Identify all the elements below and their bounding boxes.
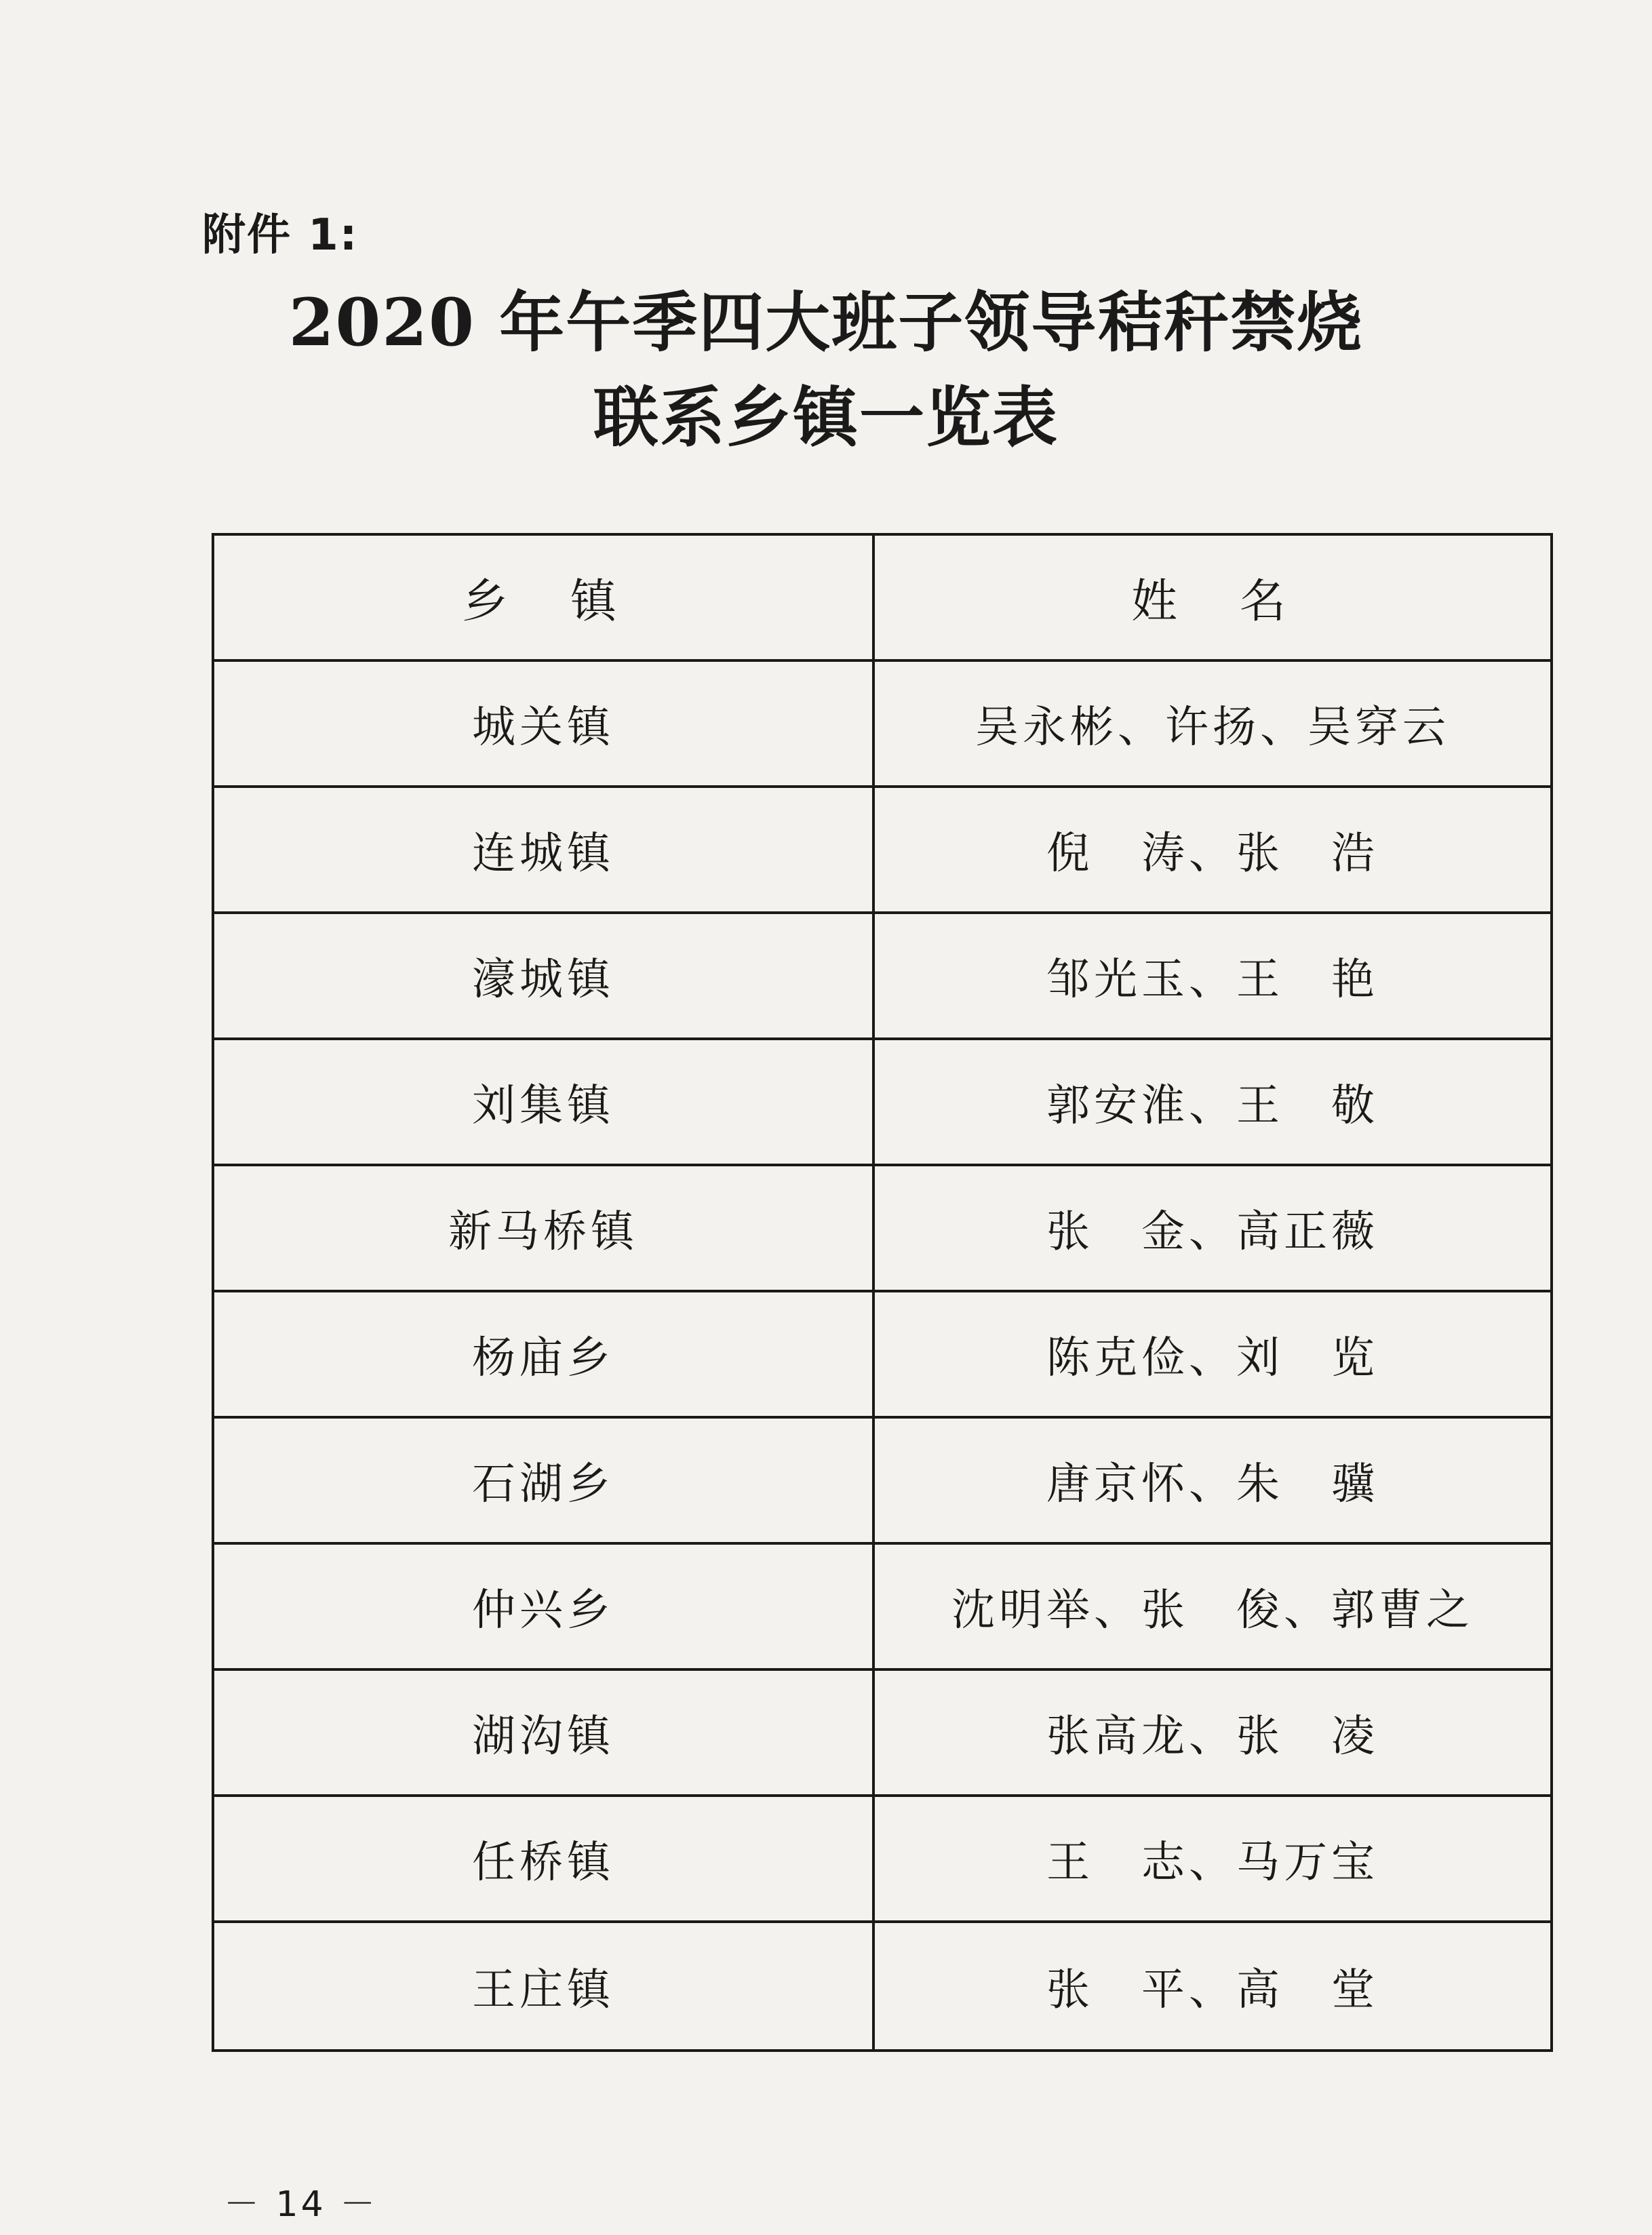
names-cell: 王 志、马万宝 bbox=[1046, 1838, 1379, 1888]
town-cell: 城关镇 bbox=[214, 662, 875, 785]
town-cell: 刘集镇 bbox=[214, 1040, 875, 1164]
town-cell: 湖沟镇 bbox=[214, 1671, 875, 1794]
document-title-line2: 联系乡镇一览表 bbox=[593, 379, 1059, 456]
table-row bbox=[214, 788, 1550, 914]
table-row bbox=[214, 1166, 1550, 1292]
header-town: 乡 镇 bbox=[214, 536, 875, 659]
attachment-label: 附件 1: bbox=[202, 210, 359, 260]
header-names: 姓 名 bbox=[1130, 574, 1294, 629]
names-cell: 张高龙、张 凌 bbox=[1046, 1712, 1379, 1762]
table-row bbox=[214, 1923, 1550, 2049]
document-title-line1: 2020 年午季四大班子领导秸秆禁烧 bbox=[288, 284, 1364, 361]
table-row bbox=[214, 1671, 1550, 1797]
table-row bbox=[214, 1292, 1550, 1419]
names-cell: 陈克俭、刘 览 bbox=[1046, 1333, 1379, 1383]
table-row bbox=[214, 1545, 1550, 1671]
names-cell: 吴永彬、许扬、吴穿云 bbox=[975, 703, 1450, 753]
table-header-row bbox=[214, 536, 1550, 662]
names-cell: 邹光玉、王 艳 bbox=[1046, 955, 1379, 1005]
town-cell: 仲兴乡 bbox=[214, 1545, 875, 1668]
names-cell: 张 平、高 堂 bbox=[1046, 1965, 1379, 2015]
town-cell: 任桥镇 bbox=[214, 1797, 875, 1920]
table-row bbox=[214, 1797, 1550, 1923]
names-cell: 唐京怀、朱 骥 bbox=[1046, 1459, 1379, 1509]
table-row bbox=[214, 914, 1550, 1040]
table-row bbox=[214, 1419, 1550, 1545]
table-row bbox=[214, 662, 1550, 788]
page-number: － 14 － bbox=[224, 2184, 378, 2225]
town-cell: 王庄镇 bbox=[214, 1923, 875, 2049]
contact-table bbox=[212, 533, 1553, 2052]
table-row bbox=[214, 1040, 1550, 1166]
town-cell: 杨庙乡 bbox=[214, 1292, 875, 1416]
names-cell: 郭安淮、王 敬 bbox=[1046, 1081, 1379, 1131]
names-cell: 倪 涛、张 浩 bbox=[1046, 829, 1379, 879]
names-cell: 沈明举、张 俊、郭曹之 bbox=[951, 1585, 1474, 1636]
town-cell: 连城镇 bbox=[214, 788, 875, 911]
town-cell: 新马桥镇 bbox=[214, 1166, 875, 1290]
names-cell: 张 金、高正薇 bbox=[1046, 1207, 1379, 1257]
town-cell: 石湖乡 bbox=[214, 1419, 875, 1542]
town-cell: 濠城镇 bbox=[214, 914, 875, 1037]
